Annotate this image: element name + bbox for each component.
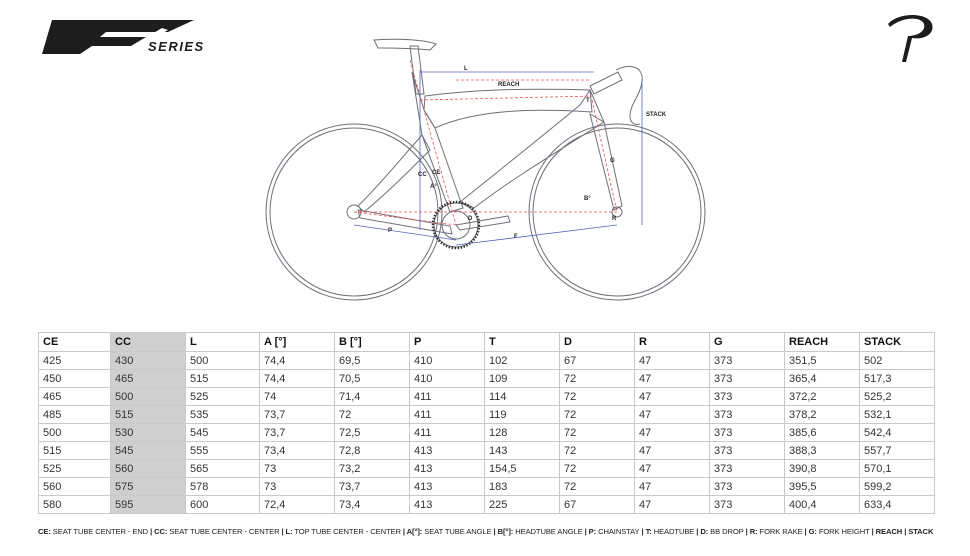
table-cell: 500 [186,352,260,370]
top-tube [424,89,592,128]
table-cell: 70,5 [335,370,410,388]
legend-code: L: [285,527,293,536]
table-cell: 72 [560,442,635,460]
table-cell: 47 [635,388,710,406]
table-cell: 560 [111,460,186,478]
table-cell: 633,4 [860,496,935,514]
stem [590,72,622,94]
legend-code: D: [700,527,709,536]
table-cell: 365,4 [785,370,860,388]
table-cell: 73 [260,460,335,478]
table-cell: 71,4 [335,388,410,406]
table-row [39,406,935,424]
table-cell: 525 [39,460,111,478]
table-cell: 425 [39,352,111,370]
label-reach: REACH [498,82,520,88]
top-tube-line [420,96,594,100]
table-cell: 515 [111,406,186,424]
table-cell: 517,3 [860,370,935,388]
legend-text: CHAINSTAY [598,527,640,536]
table-cell: 450 [39,370,111,388]
table-cell: 560 [39,478,111,496]
header-b: B [°] [335,333,410,352]
saddle [374,39,436,50]
table-cell: 47 [635,424,710,442]
table-cell: 143 [485,442,560,460]
legend-code: REACH [875,527,903,536]
table-cell: 72,5 [335,424,410,442]
table-cell: 502 [860,352,935,370]
header-ce: CE [39,333,111,352]
table-cell: 575 [111,478,186,496]
table-cell: 69,5 [335,352,410,370]
table-cell: 102 [485,352,560,370]
table-row [39,352,935,370]
table-cell: 555 [186,442,260,460]
label-r: R [612,216,617,222]
table-cell: 47 [635,352,710,370]
table-cell: 388,3 [785,442,860,460]
table-cell: 580 [39,496,111,514]
label-b: B° [584,196,591,202]
table-cell: 74,4 [260,370,335,388]
label-d: D [468,216,473,222]
table-cell: 154,5 [485,460,560,478]
table-cell: 72 [335,406,410,424]
header-p: P [410,333,485,352]
table-cell: 542,4 [860,424,935,442]
legend-text: SEAT TUBE ANGLE [424,527,492,536]
table-cell: 72 [560,478,635,496]
table-cell: 485 [39,406,111,424]
header-cc: CC [111,333,186,352]
legend-text: FORK RAKE [759,527,803,536]
table-cell: 515 [39,442,111,460]
table-cell: 411 [410,424,485,442]
table-header-row [39,333,935,352]
label-a: A° [430,184,437,190]
legend-code: R: [749,527,758,536]
table-cell: 565 [186,460,260,478]
table-cell: 72 [560,370,635,388]
legend-code: G: [808,527,817,536]
table-cell: 73,2 [335,460,410,478]
table-row [39,460,935,478]
table-cell: 373 [710,406,785,424]
table-cell: 600 [186,496,260,514]
table-cell: 72 [560,406,635,424]
table-cell: 390,8 [785,460,860,478]
table-cell: 73,7 [335,478,410,496]
table-cell: 47 [635,478,710,496]
label-p: P [388,228,393,234]
header-l: L [186,333,260,352]
table-cell: 72,8 [335,442,410,460]
table-cell: 535 [186,406,260,424]
table-cell: 72 [560,460,635,478]
table-cell: 410 [410,352,485,370]
table-cell: 595 [111,496,186,514]
table-cell: 372,2 [785,388,860,406]
table-cell: 73,4 [335,496,410,514]
table-cell: 373 [710,442,785,460]
header-stack: STACK [860,333,935,352]
legend-code: CE: [38,527,51,536]
legend-code: P: [588,527,597,536]
table-cell: 109 [485,370,560,388]
table-cell: 413 [410,460,485,478]
table-cell: 385,6 [785,424,860,442]
table-cell: 67 [560,352,635,370]
logo-series-word: SERIES [148,39,205,54]
table-cell: 373 [710,424,785,442]
table-cell: 525 [186,388,260,406]
geometry-table [38,332,935,514]
label-g: G [610,158,615,164]
table-cell: 599,2 [860,478,935,496]
table-cell: 413 [410,496,485,514]
table-cell: 119 [485,406,560,424]
label-cc: CC [418,172,427,178]
table-cell: 47 [635,370,710,388]
legend-text: SEAT TUBE CENTER - CENTER [169,527,280,536]
table-row [39,388,935,406]
table-cell: 430 [111,352,186,370]
table-cell: 373 [710,352,785,370]
table-cell: 557,7 [860,442,935,460]
table-row [39,496,935,514]
table-cell: 378,2 [785,406,860,424]
legend: CE: SEAT TUBE CENTER - END | CC: SEAT TUBE CENTER - CENTER | L: TOP TUBE CENTER - CENTER | A[°]: SEAT TUBE ANGLE | B[°]: HEADTUBE ANGLE | P: CHAINSTAY | T: HEADTUBE | D: BB DROP | R: FORK RAKE | G: FORK HEIGHT | REACH | STACK [38,527,934,536]
table-cell: 72 [560,424,635,442]
table-cell: 400,4 [785,496,860,514]
table-cell: 410 [410,370,485,388]
legend-code: CC: [154,527,168,536]
table-cell: 578 [186,478,260,496]
table-cell: 47 [635,460,710,478]
table-cell: 73,7 [260,424,335,442]
legend-code: A[°]: [406,527,423,536]
table-cell: 72 [560,388,635,406]
table-cell: 411 [410,388,485,406]
label-ce: CE [432,170,441,176]
table-cell: 530 [111,424,186,442]
table-cell: 114 [485,388,560,406]
table-cell: 373 [710,478,785,496]
header-d: D [560,333,635,352]
label-f: F [514,234,518,240]
legend-text: HEADTUBE ANGLE [515,527,583,536]
legend-text: TOP TUBE CENTER - CENTER [294,527,401,536]
table-cell: 465 [39,388,111,406]
legend-code: B[°]: [497,527,514,536]
table-cell: 73,7 [260,406,335,424]
header-g: G [710,333,785,352]
table-row [39,442,935,460]
table-cell: 351,5 [785,352,860,370]
table-cell: 183 [485,478,560,496]
front-center-line [456,225,617,245]
table-cell: 500 [111,388,186,406]
table-cell: 47 [635,406,710,424]
table-cell: 74,4 [260,352,335,370]
header-a: A [°] [260,333,335,352]
table-cell: 413 [410,478,485,496]
header-t: T [485,333,560,352]
header-reach: REACH [785,333,860,352]
legend-code: STACK [908,527,934,536]
label-t: T [586,98,590,104]
table-row [39,478,935,496]
table-row [39,424,935,442]
bike-geometry-diagram [260,30,720,305]
legend-text: BB DROP [710,527,744,536]
table-cell: 373 [710,370,785,388]
table-cell: 570,1 [860,460,935,478]
table-cell: 525,2 [860,388,935,406]
table-cell: 395,5 [785,478,860,496]
table-cell: 373 [710,496,785,514]
legend-text: FORK HEIGHT [818,527,870,536]
table-cell: 532,1 [860,406,935,424]
table-cell: 413 [410,442,485,460]
table-cell: 47 [635,496,710,514]
header-r: R [635,333,710,352]
legend-text: SEAT TUBE CENTER - END [52,527,149,536]
legend-text: HEADTUBE [653,527,695,536]
table-cell: 515 [186,370,260,388]
table-cell: 411 [410,406,485,424]
fork-axis [592,100,617,212]
table-cell: 73 [260,478,335,496]
label-stack: STACK [646,112,667,118]
table-cell: 67 [560,496,635,514]
table-row [39,370,935,388]
table-cell: 545 [186,424,260,442]
table-cell: 373 [710,388,785,406]
table-cell: 225 [485,496,560,514]
f-series-logo [36,18,251,62]
chainstay-line [354,212,456,225]
table-cell: 73,4 [260,442,335,460]
crank-arm [456,216,510,230]
table-cell: 72,4 [260,496,335,514]
seat-angle-line [410,60,456,225]
table-cell: 74 [260,388,335,406]
table-cell: 500 [39,424,111,442]
table-cell: 465 [111,370,186,388]
table-cell: 128 [485,424,560,442]
legend-code: T: [645,527,652,536]
pinarello-brand-icon [884,10,936,64]
table-cell: 47 [635,442,710,460]
table-cell: 373 [710,460,785,478]
table-cell: 545 [111,442,186,460]
label-l: L [464,66,468,72]
